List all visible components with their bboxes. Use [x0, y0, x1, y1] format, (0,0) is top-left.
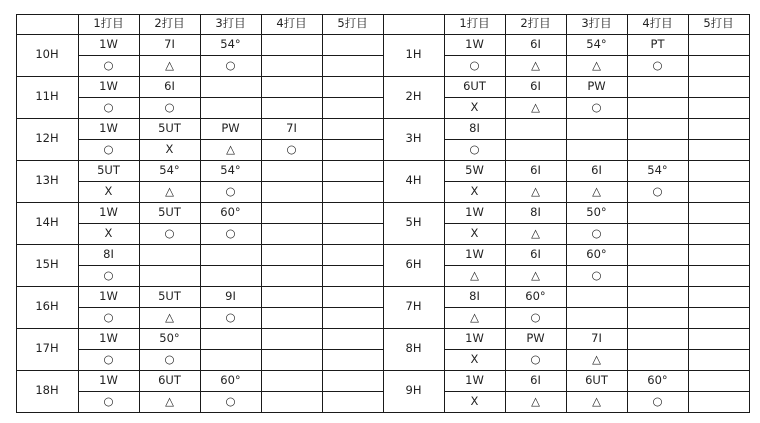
club-cell — [322, 76, 383, 97]
result-cell: ○ — [103, 99, 114, 114]
result-cell: △ — [470, 267, 479, 282]
club-cell — [200, 76, 261, 97]
result-cell: ○ — [103, 309, 114, 324]
grid-line — [78, 139, 384, 140]
result-cell — [688, 349, 749, 370]
grid-line — [444, 349, 750, 350]
club-cell — [688, 34, 749, 55]
grid-line — [505, 14, 506, 413]
grid-line — [444, 97, 750, 98]
grid-line — [566, 14, 567, 413]
club-cell: 6UT — [585, 372, 608, 387]
result-cell: ○ — [652, 57, 663, 72]
club-cell: 1W — [99, 330, 118, 345]
result-cell — [627, 139, 688, 160]
club-cell — [261, 160, 322, 181]
grid-line — [78, 307, 384, 308]
hole-label: 13H — [35, 173, 59, 188]
result-cell — [200, 349, 261, 370]
result-cell: △ — [165, 393, 174, 408]
grid-line — [78, 181, 384, 182]
hole-label: 12H — [35, 131, 59, 146]
club-cell: 1W — [465, 204, 484, 219]
result-cell: ○ — [469, 57, 480, 72]
club-cell — [139, 244, 200, 265]
result-cell — [627, 223, 688, 244]
result-cell: △ — [592, 183, 601, 198]
result-cell: ○ — [225, 393, 236, 408]
hole-label: 16H — [35, 299, 59, 314]
club-cell — [627, 286, 688, 307]
club-cell: PT — [650, 36, 665, 51]
result-cell — [200, 265, 261, 286]
club-cell: 9I — [225, 288, 236, 303]
club-cell: 6I — [164, 78, 175, 93]
club-cell: 60° — [586, 246, 607, 261]
result-cell — [261, 55, 322, 76]
grid-line — [444, 181, 750, 182]
result-cell: ○ — [225, 183, 236, 198]
club-cell — [505, 118, 566, 139]
grid-line — [444, 265, 750, 266]
club-cell — [688, 244, 749, 265]
club-cell — [322, 370, 383, 391]
result-cell: △ — [592, 393, 601, 408]
club-cell — [261, 328, 322, 349]
grid-line — [78, 55, 384, 56]
club-cell: 1W — [99, 36, 118, 51]
result-cell — [322, 349, 383, 370]
hole-label: 8H — [405, 341, 422, 356]
result-cell: X — [104, 183, 113, 198]
grid-line — [444, 223, 750, 224]
result-cell — [688, 307, 749, 328]
club-cell — [200, 328, 261, 349]
result-cell: ○ — [225, 57, 236, 72]
club-cell — [688, 370, 749, 391]
result-cell — [322, 97, 383, 118]
club-cell: PW — [587, 78, 606, 93]
club-cell — [688, 160, 749, 181]
result-cell: △ — [470, 309, 479, 324]
result-cell — [566, 307, 627, 328]
club-cell: 60° — [525, 288, 546, 303]
club-cell: 1W — [99, 78, 118, 93]
result-cell — [139, 265, 200, 286]
result-cell: △ — [531, 267, 540, 282]
club-cell — [627, 76, 688, 97]
hole-label: 18H — [35, 383, 59, 398]
grid-line — [261, 14, 262, 413]
result-cell — [200, 97, 261, 118]
club-cell — [261, 286, 322, 307]
club-cell: 1W — [99, 372, 118, 387]
result-cell — [261, 97, 322, 118]
club-cell: PW — [221, 120, 240, 135]
club-cell — [261, 244, 322, 265]
club-cell: 8I — [469, 120, 480, 135]
club-cell: 1W — [99, 288, 118, 303]
column-header: 4打目 — [642, 16, 673, 31]
grid-line — [444, 14, 445, 413]
result-cell — [627, 349, 688, 370]
club-cell — [566, 118, 627, 139]
hole-label: 6H — [405, 257, 422, 272]
result-cell: ○ — [469, 141, 480, 156]
result-cell — [322, 265, 383, 286]
club-cell: 6I — [591, 162, 602, 177]
result-cell: △ — [531, 183, 540, 198]
club-cell: 8I — [103, 246, 114, 261]
club-cell: 54° — [159, 162, 180, 177]
club-cell: 6I — [530, 372, 541, 387]
result-cell: ○ — [225, 225, 236, 240]
club-cell: 50° — [159, 330, 180, 345]
column-header: 4打目 — [276, 16, 307, 31]
result-cell: ○ — [103, 351, 114, 366]
club-cell — [688, 76, 749, 97]
column-header: 1打目 — [93, 16, 124, 31]
club-cell: 8I — [469, 288, 480, 303]
result-cell — [688, 181, 749, 202]
hole-label: 9H — [405, 383, 422, 398]
club-cell: 5UT — [158, 120, 181, 135]
club-cell: 6I — [530, 246, 541, 261]
club-cell — [322, 118, 383, 139]
club-cell — [627, 118, 688, 139]
club-cell: 5UT — [158, 288, 181, 303]
club-cell: 6I — [530, 36, 541, 51]
hole-label: 7H — [405, 299, 422, 314]
result-cell — [627, 97, 688, 118]
result-cell — [322, 139, 383, 160]
result-cell — [322, 181, 383, 202]
result-cell: X — [165, 141, 174, 156]
result-cell — [322, 391, 383, 412]
hole-label: 15H — [35, 257, 59, 272]
club-cell: 1W — [465, 246, 484, 261]
hole-label: 5H — [405, 215, 422, 230]
club-cell: 8I — [530, 204, 541, 219]
club-cell — [688, 118, 749, 139]
result-cell — [688, 97, 749, 118]
result-cell: ○ — [164, 351, 175, 366]
result-cell: △ — [531, 99, 540, 114]
grid-line — [627, 14, 628, 413]
grid-line — [78, 349, 384, 350]
result-cell: △ — [531, 393, 540, 408]
result-cell — [566, 139, 627, 160]
result-cell: △ — [592, 57, 601, 72]
club-cell: 5UT — [158, 204, 181, 219]
club-cell: 7I — [286, 120, 297, 135]
result-cell: X — [104, 225, 113, 240]
column-header: 5打目 — [337, 16, 368, 31]
club-cell: 50° — [586, 204, 607, 219]
result-cell — [627, 307, 688, 328]
result-cell: ○ — [103, 267, 114, 282]
grid-line — [444, 307, 750, 308]
result-cell: ○ — [103, 57, 114, 72]
result-cell — [261, 349, 322, 370]
club-cell: PW — [526, 330, 545, 345]
club-cell: 5W — [465, 162, 484, 177]
grid-line — [16, 14, 17, 413]
hole-label: 10H — [35, 47, 59, 62]
column-header: 1打目 — [459, 16, 490, 31]
result-cell — [322, 223, 383, 244]
result-cell — [505, 139, 566, 160]
result-cell — [688, 55, 749, 76]
result-cell: ○ — [225, 309, 236, 324]
result-cell: ○ — [591, 99, 602, 114]
result-cell: X — [470, 183, 479, 198]
grid-line — [383, 14, 384, 413]
result-cell: ○ — [530, 309, 541, 324]
result-cell: X — [470, 99, 479, 114]
club-cell: 54° — [586, 36, 607, 51]
column-header: 5打目 — [703, 16, 734, 31]
club-cell — [688, 328, 749, 349]
club-cell: 7I — [164, 36, 175, 51]
result-cell — [261, 307, 322, 328]
result-cell — [688, 391, 749, 412]
result-cell — [688, 139, 749, 160]
club-cell: 6I — [530, 78, 541, 93]
club-cell — [261, 370, 322, 391]
result-cell: △ — [165, 183, 174, 198]
club-cell: 1W — [99, 204, 118, 219]
grid-line — [688, 14, 689, 413]
hole-label: 3H — [405, 131, 422, 146]
club-cell — [322, 286, 383, 307]
result-cell: X — [470, 351, 479, 366]
hole-label: 1H — [405, 47, 422, 62]
result-cell — [261, 265, 322, 286]
result-cell — [322, 307, 383, 328]
club-cell — [261, 34, 322, 55]
result-cell: ○ — [591, 225, 602, 240]
result-cell: ○ — [103, 393, 114, 408]
club-cell: 6UT — [463, 78, 486, 93]
hole-label: 4H — [405, 173, 422, 188]
club-cell — [261, 76, 322, 97]
result-cell: △ — [226, 141, 235, 156]
hole-label: 2H — [405, 89, 422, 104]
result-cell: ○ — [164, 99, 175, 114]
result-cell: X — [470, 225, 479, 240]
club-cell: 60° — [220, 204, 241, 219]
club-cell: 54° — [647, 162, 668, 177]
result-cell — [261, 223, 322, 244]
column-header: 3打目 — [581, 16, 612, 31]
club-cell — [566, 286, 627, 307]
club-cell — [688, 286, 749, 307]
grid-line — [78, 97, 384, 98]
club-cell — [200, 244, 261, 265]
club-cell: 1W — [465, 330, 484, 345]
grid-line — [78, 391, 384, 392]
club-cell: 54° — [220, 162, 241, 177]
club-cell — [627, 328, 688, 349]
club-cell: 6I — [530, 162, 541, 177]
result-cell: ○ — [591, 267, 602, 282]
grid-line — [139, 14, 140, 413]
club-cell: 1W — [99, 120, 118, 135]
club-cell — [322, 244, 383, 265]
grid-line — [78, 265, 384, 266]
club-cell: 6UT — [158, 372, 181, 387]
grid-line — [78, 223, 384, 224]
club-cell — [688, 202, 749, 223]
result-cell — [688, 223, 749, 244]
result-cell — [261, 391, 322, 412]
result-cell: ○ — [530, 351, 541, 366]
result-cell — [261, 181, 322, 202]
hole-label: 11H — [35, 89, 59, 104]
result-cell: ○ — [103, 141, 114, 156]
result-cell: △ — [531, 57, 540, 72]
club-cell — [322, 160, 383, 181]
club-cell — [322, 202, 383, 223]
result-cell: △ — [592, 351, 601, 366]
club-cell — [261, 202, 322, 223]
result-cell — [322, 55, 383, 76]
result-cell: △ — [531, 225, 540, 240]
grid-line — [444, 391, 750, 392]
club-cell — [322, 34, 383, 55]
club-cell: 54° — [220, 36, 241, 51]
club-cell: 60° — [647, 372, 668, 387]
column-header: 2打目 — [154, 16, 185, 31]
grid-line — [749, 14, 750, 413]
column-header: 3打目 — [215, 16, 246, 31]
club-cell: 1W — [465, 36, 484, 51]
club-cell — [322, 328, 383, 349]
result-cell — [688, 265, 749, 286]
grid-line — [444, 55, 750, 56]
result-cell: ○ — [286, 141, 297, 156]
club-cell: 1W — [465, 372, 484, 387]
result-cell: △ — [165, 309, 174, 324]
result-cell: △ — [165, 57, 174, 72]
column-header: 2打目 — [520, 16, 551, 31]
club-cell: 5UT — [97, 162, 120, 177]
result-cell: ○ — [652, 393, 663, 408]
hole-label: 14H — [35, 215, 59, 230]
grid-line — [200, 14, 201, 413]
club-cell: 7I — [591, 330, 602, 345]
club-cell — [627, 202, 688, 223]
result-cell — [627, 265, 688, 286]
grid-line — [78, 14, 79, 413]
result-cell: ○ — [164, 225, 175, 240]
result-cell: X — [470, 393, 479, 408]
club-cell — [627, 244, 688, 265]
hole-label: 17H — [35, 341, 59, 356]
club-cell: 60° — [220, 372, 241, 387]
grid-line — [444, 139, 750, 140]
grid-line — [322, 14, 323, 413]
result-cell: ○ — [652, 183, 663, 198]
